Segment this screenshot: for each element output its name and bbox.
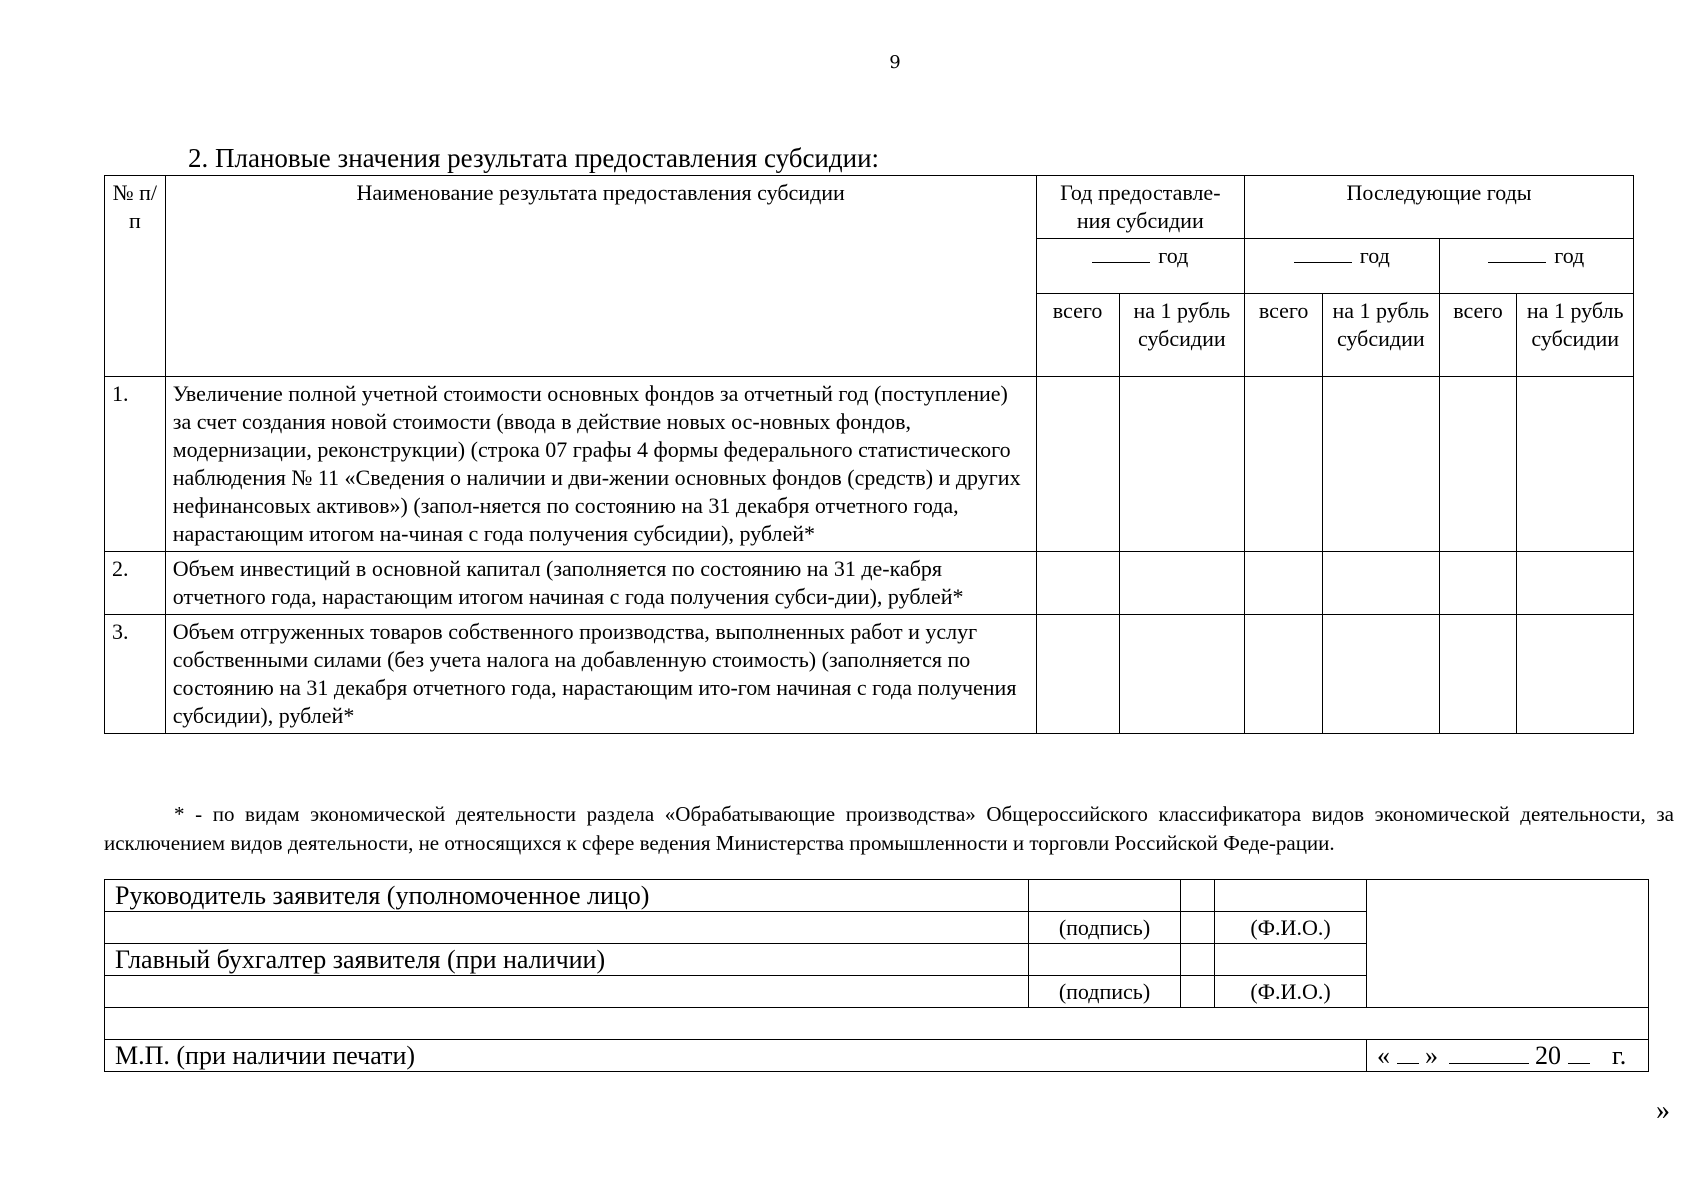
year-blank: [1568, 1043, 1590, 1064]
value-cell[interactable]: [1517, 377, 1634, 552]
table-row: [105, 552, 1634, 615]
value-cell[interactable]: [1245, 377, 1323, 552]
header-year-1: [1036, 239, 1245, 294]
value-cell[interactable]: [1036, 615, 1119, 734]
name-hint: (Ф.И.О.): [1215, 976, 1367, 1008]
value-cell[interactable]: [1119, 377, 1245, 552]
closing-quote: »: [1656, 1095, 1670, 1126]
table-row: [105, 615, 1634, 734]
sign-row-empty: [105, 1008, 1649, 1040]
accountant-name-field[interactable]: [1215, 944, 1367, 976]
year-label: год: [1554, 243, 1585, 268]
row-description: Объем инвестиций в основной капитал (заполняется по состоянию на 31 де-кабря отчетного года, нарастающим итогом начиная с года получения субси-дии), рублей*: [165, 552, 1036, 615]
signature-hint: (подпись): [1029, 976, 1181, 1008]
name-hint: (Ф.И.О.): [1215, 912, 1367, 944]
header-year-given: Год предоставле-ния субсидии: [1036, 176, 1245, 239]
value-cell[interactable]: [1323, 615, 1439, 734]
value-cell[interactable]: [1036, 552, 1119, 615]
value-cell[interactable]: [1323, 552, 1439, 615]
empty-row: [105, 1008, 1649, 1040]
row-description: Увеличение полной учетной стоимости основных фондов за отчетный год (поступление) за счет создания новой стоимости (ввода в действие новых ос-новных фондов, модернизации, реконструкции) (строка 07 графы 4 формы федерального статистического наблюдения № 11 «Сведения о наличии и дви-жении основных фондов (средств) и других нефинансовых активов») (запол-няется по состоянию на 31 декабря отчетного года, нарастающим итогом на-чиная с года получения субсидии), рублей*: [165, 377, 1036, 552]
head-name-field[interactable]: [1215, 880, 1367, 912]
header-year-3: [1439, 239, 1634, 294]
date-year-suffix: г.: [1612, 1040, 1627, 1070]
value-cell[interactable]: [1517, 552, 1634, 615]
stamp-label: М.П. (при наличии печати): [105, 1040, 1367, 1072]
value-cell[interactable]: [1245, 615, 1323, 734]
header-total: всего: [1036, 294, 1119, 377]
empty-cell: [105, 912, 1029, 944]
accountant-label: Главный бухгалтер заявителя (при наличии): [105, 944, 1029, 976]
date-year-prefix: 20: [1535, 1040, 1561, 1070]
month-blank: [1449, 1043, 1529, 1064]
spacer-cell: [1181, 944, 1215, 976]
section-title: 2. Плановые значения результата предоставления субсидии:: [188, 143, 880, 173]
table-row: [105, 377, 1634, 552]
header-year-2: [1245, 239, 1439, 294]
row-number: 2.: [105, 552, 166, 615]
year-blank-line: [1092, 244, 1150, 263]
header-name: Наименование результата предоставления субсидии: [165, 176, 1036, 377]
empty-cell: [105, 976, 1029, 1008]
header-per-ruble: на 1 рубль субсидии: [1323, 294, 1439, 377]
value-cell[interactable]: [1439, 552, 1517, 615]
footnote: * - по видам экономической деятельности раздела «Обрабатывающие производства» Общероссийского классификатора видов экономической деятельности, за исключением видов деятельности, не относящихся к сфере ведения Министерства промышленности и торговли Российской Феде-рации.: [104, 802, 1674, 855]
value-cell[interactable]: [1119, 615, 1245, 734]
header-next-years: Последующие годы: [1245, 176, 1634, 239]
page-number: 9: [889, 52, 901, 73]
year-label: год: [1158, 243, 1189, 268]
head-label: Руководитель заявителя (уполномоченное лицо): [105, 880, 1029, 912]
row-description: Объем отгруженных товаров собственного производства, выполненных работ и услуг собственными силами (без учета налога на добавленную стоимость) (заполняется по состоянию на 31 декабря отчетного года, нарастающим ито-гом начиная с года получения субсидии), рублей*: [165, 615, 1036, 734]
header-num: № п/п: [105, 176, 166, 377]
header-per-ruble: на 1 рубль субсидии: [1517, 294, 1634, 377]
signature-hint: (подпись): [1029, 912, 1181, 944]
sign-row-stamp: [105, 1040, 1649, 1072]
spacer-cell: [1181, 912, 1215, 944]
results-table: [104, 175, 1634, 734]
value-cell[interactable]: [1323, 377, 1439, 552]
spacer-cell: [1181, 880, 1215, 912]
date-field[interactable]: [1367, 1040, 1649, 1072]
header-row-1: [105, 176, 1634, 239]
value-cell[interactable]: [1119, 552, 1245, 615]
year-blank-line: [1488, 244, 1546, 263]
spacer-cell: [1181, 976, 1215, 1008]
date-open-quote: «: [1377, 1040, 1390, 1070]
day-blank: [1397, 1043, 1419, 1064]
value-cell[interactable]: [1245, 552, 1323, 615]
signature-table: [104, 879, 1649, 1072]
year-blank-line: [1294, 244, 1352, 263]
value-cell[interactable]: [1036, 377, 1119, 552]
date-close-quote: »: [1425, 1040, 1438, 1070]
accountant-signature-field[interactable]: [1029, 944, 1181, 976]
stamp-area: [1367, 880, 1649, 1008]
row-number: 3.: [105, 615, 166, 734]
header-total: всего: [1245, 294, 1323, 377]
year-label: год: [1359, 243, 1390, 268]
value-cell[interactable]: [1439, 615, 1517, 734]
value-cell[interactable]: [1439, 377, 1517, 552]
header-total: всего: [1439, 294, 1517, 377]
value-cell[interactable]: [1517, 615, 1634, 734]
sign-row-head: [105, 880, 1649, 912]
head-signature-field[interactable]: [1029, 880, 1181, 912]
row-number: 1.: [105, 377, 166, 552]
header-per-ruble: на 1 рубль субсидии: [1119, 294, 1245, 377]
